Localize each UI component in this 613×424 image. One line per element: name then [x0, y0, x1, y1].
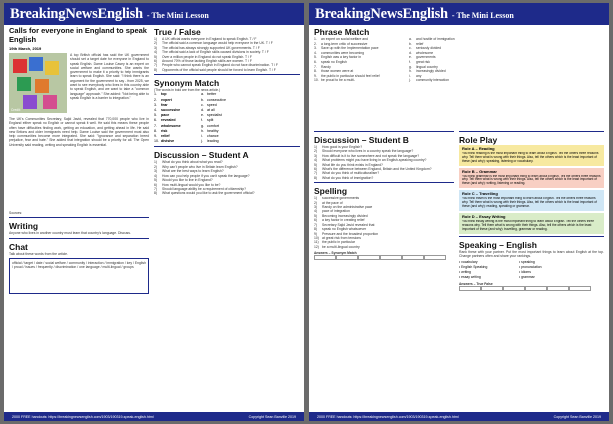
- item-number: 1.: [154, 92, 157, 97]
- brand-subtitle: - The Mini Lesson: [146, 11, 209, 20]
- answer-cell[interactable]: [503, 286, 525, 291]
- item-letter: d.: [409, 50, 412, 55]
- synonym-match: speed: [207, 102, 217, 107]
- phrase-start: speak no English: [321, 59, 347, 64]
- phrase-match-title: Phrase Match: [314, 27, 370, 37]
- item-number: 1): [154, 37, 158, 41]
- role-text: You think travel is the most important thing to learn about English. Tell the others three reasons why. Tell them what is wrong with their things. Also, tell the others which is the least important of these (and why): reading, speaking or grammar.: [462, 197, 597, 208]
- item-text: Should language ability be a requirement of citizenship?: [162, 186, 247, 191]
- item-text: Pressure and the broadest proportion: [322, 231, 379, 236]
- answer-cell[interactable]: [402, 255, 424, 260]
- role-card: [459, 213, 604, 234]
- divider: [459, 131, 604, 132]
- role-text: You think grammar is the most important thing to learn about English. Tell the others three reasons why. Tell them what is wrong with their things. Also, tell the others which is the least important of these (and why): writing, listening or reading.: [462, 174, 601, 186]
- item-number: 3): [154, 45, 158, 50]
- phrase-start: a long-term critic of successive: [321, 41, 368, 46]
- item-number: 2): [314, 149, 318, 154]
- discussion-b-item: [314, 176, 454, 180]
- item-text: The official said a lack of English skills caused divisions in society. T / F: [162, 50, 269, 55]
- answer-cell[interactable]: [424, 255, 446, 260]
- phrase-match-row: [314, 78, 604, 83]
- phrase-end: increasingly divided: [416, 69, 446, 74]
- phrase-start: the public in particular should feel relief: [321, 73, 380, 78]
- speaking-title: Speaking – English: [459, 239, 537, 250]
- item-number: 6): [154, 182, 158, 187]
- item-text: People who cannot speak English in England do not face discrimination. T / F: [162, 63, 278, 68]
- item-number: 8.: [314, 69, 317, 74]
- item-number: 2): [154, 41, 158, 46]
- phrase-end: and hostile of immigration: [416, 37, 455, 41]
- item-number: 2.: [314, 41, 317, 46]
- item-letter: j.: [409, 78, 411, 83]
- item-letter: i.: [409, 73, 411, 78]
- answer-cell[interactable]: [569, 286, 591, 291]
- item-text: a key factor in creating relief: [322, 218, 365, 223]
- item-number: 6.: [314, 59, 317, 64]
- item-number: 3): [154, 169, 158, 174]
- item-letter: f.: [409, 59, 411, 64]
- role-text: You think reading is the most important thing to learn about English. Tell the others three reasons why. Tell them what is wrong with their things. Also, tell the others which is the least important of these (and why): speaking, listening or vocabulary.: [462, 151, 599, 163]
- item-number: 7.: [154, 123, 157, 128]
- discussion-b-title: Discussion – Student B: [314, 135, 409, 145]
- phrase-match-list: [314, 37, 604, 83]
- item-number: 3.: [154, 102, 157, 107]
- phrase-match-section: [314, 27, 604, 129]
- discussion-a-title: Discussion – Student A: [154, 150, 249, 161]
- headline: Calls for everyone in England to speak English: [9, 27, 147, 44]
- item-number: 4): [314, 209, 318, 214]
- phrase-end: great risk: [416, 59, 430, 64]
- phrase-start: communities were becoming: [321, 50, 364, 55]
- item-letter: h.: [201, 128, 204, 133]
- item-number: 10.: [314, 78, 319, 83]
- answer-cell[interactable]: [336, 255, 358, 260]
- footer-right: [309, 412, 609, 421]
- synonym-match: healthy: [207, 128, 219, 133]
- item-number: 8): [154, 191, 158, 196]
- item-letter: i.: [201, 134, 203, 139]
- brand-subtitle: - The Mini Lesson: [451, 11, 514, 20]
- item-text: What life do you think exists in England?: [322, 162, 383, 167]
- item-number: 7): [154, 63, 158, 68]
- divider: [154, 74, 300, 75]
- item-number: 9.: [314, 73, 317, 78]
- item-letter: d.: [201, 108, 204, 113]
- synonym-word: successive: [161, 108, 181, 113]
- item-number: 6): [314, 218, 318, 223]
- banner-right: [309, 3, 609, 25]
- item-text: be a multi-lingual country: [322, 244, 360, 249]
- item-text: How good is your English?: [322, 145, 363, 149]
- banner-left: [4, 3, 304, 25]
- item-letter: e.: [201, 113, 204, 118]
- item-text: What problems might you have living in an English-speaking country?: [322, 158, 427, 163]
- article-paragraph-2: The UK's Communities Secretary, Sajid Javid, revealed that 770,000 people who live in England either speak no English or cannot speak it well. He said this means these people often have difficulties finding work, getting an education, and getting ahead in life. He said new Britons and older immigrants need help. Dame Louise said the government must also help communities become more integrated. She said: "Ignorance and separation breed prejudice, fear and hate." She added that integration should be a priority for all. The Open University said reading, writing and speaking English is essential.: [9, 117, 149, 147]
- synonym-word: pace: [161, 113, 170, 118]
- item-number: 5.: [314, 55, 317, 60]
- answer-cell[interactable]: [459, 286, 481, 291]
- chat-text: Talk about these words from the article.: [9, 251, 68, 256]
- synonym-word: revealed: [161, 118, 176, 123]
- item-text: the public in particular: [322, 240, 355, 245]
- item-number: 7): [314, 222, 318, 227]
- exercise-column: [154, 27, 300, 410]
- item-number: 4): [314, 158, 318, 163]
- item-number: 2.: [154, 97, 157, 102]
- article-paragraph-1: A top British official has said the UK government should set a target date for everyone in England to speak English. Dame Louise Casey is an expert on social welfare and communities. She wants the government to make it a priority to help immigrants learn to speak English. She said: "I think there is an argument for the government to say - from 2025, we want to see everybody who lives in this country able to speak English, and we want to take a "common language" approach." She added: "Not being able to speak English is a barrier to integration.": [70, 53, 149, 100]
- synonym-word: fear: [161, 102, 168, 107]
- item-text: The official said a common language would help everyone in the UK. T / F: [162, 41, 273, 46]
- item-letter: h.: [409, 69, 412, 74]
- right-exercise-column: [459, 131, 604, 410]
- answer-grid-2: [459, 286, 604, 291]
- item-number: 4.: [314, 50, 317, 55]
- speaking-text: Rank these with your partner. Put the most important things to learn about English at the top. Change partners often and share your rankings.: [459, 249, 604, 258]
- role-play-title: Role Play: [459, 135, 498, 145]
- role-text: You think essay writing is the most important thing to learn about English. Tell the others three reasons why. Tell them what is wrong with their things. Also, tell the others which is the least important of these (and why): travelling, grammar or reading.: [462, 219, 594, 231]
- synonym-match: consecutive: [207, 97, 226, 102]
- item-text: Would you like to live in England?: [162, 178, 213, 183]
- photo-caption: Credit:: [11, 107, 21, 112]
- answer-cell[interactable]: [314, 255, 336, 260]
- discussion-a-list: [154, 160, 300, 195]
- answer-cell[interactable]: [547, 286, 569, 291]
- answer-cell[interactable]: [358, 255, 380, 260]
- divider: [459, 236, 604, 237]
- item-text: Secretary Sajid Javid revealed that: [322, 222, 375, 227]
- role-title: Role C – Travelling: [462, 191, 498, 197]
- phrase-end: seriously divided: [416, 46, 442, 51]
- synonym-word: risk: [161, 128, 168, 133]
- phrase-end: any: [416, 73, 422, 78]
- item-number: 3): [314, 153, 318, 158]
- spelling-title: Spelling: [314, 186, 348, 197]
- item-number: 6): [154, 59, 158, 64]
- item-letter: a.: [409, 37, 412, 41]
- item-text: Randy on the administrative pace: [322, 205, 373, 210]
- item-number: 1.: [314, 37, 317, 41]
- phrase-end: governments: [416, 55, 436, 60]
- item-letter: e.: [409, 55, 412, 60]
- item-letter: j.: [201, 139, 203, 144]
- item-text: What questions would you like to ask the government official?: [162, 191, 255, 196]
- item-text: What do you think about what you read?: [162, 160, 223, 165]
- item-number: 9): [314, 231, 318, 236]
- item-text: How difficult is it to live somewhere and not speak the language?: [322, 153, 420, 158]
- item-text: successive governments: [322, 196, 360, 201]
- item-number: 2): [154, 164, 158, 169]
- item-number: 9.: [154, 134, 157, 139]
- footer-copyright: Copyright Sean Banville 2019: [553, 414, 601, 419]
- item-number: 7.: [314, 64, 317, 69]
- footer-left: [4, 412, 304, 421]
- item-text: speak no English whatsoever: [322, 227, 367, 232]
- synonym-title: Synonym Match: [154, 78, 220, 89]
- item-number: 7): [314, 171, 318, 176]
- synonym-word: top: [161, 92, 167, 97]
- phrase-start: Randy: [321, 64, 331, 69]
- divider: [9, 238, 149, 239]
- item-number: 6.: [154, 118, 157, 123]
- role-card: [459, 145, 604, 166]
- phrase-start: English was a key factor in: [321, 55, 362, 60]
- item-text: Becoming increasingly divided: [322, 213, 368, 218]
- divider: [314, 182, 454, 183]
- item-number: 3): [314, 205, 318, 210]
- item-text: at great risk from tensions: [322, 235, 362, 240]
- synonym-word: expert: [161, 97, 172, 102]
- phrase-end: lingual country: [416, 64, 438, 69]
- item-number: 10.: [154, 139, 159, 144]
- spelling-item: [314, 245, 454, 249]
- item-letter: a.: [201, 92, 204, 97]
- writing-text: Anyone who lives in another country must learn that country's language. Discuss.: [9, 231, 131, 236]
- synonym-word: wholesome: [161, 123, 181, 128]
- item-number: 8): [154, 67, 158, 72]
- divider: [9, 217, 149, 218]
- item-letter: g.: [409, 64, 412, 69]
- item-text: A UK official wants everyone in England to speak English. T / F: [162, 37, 257, 41]
- phrase-start: those women were at: [321, 69, 354, 74]
- speaking-list: [459, 260, 604, 280]
- synonym-subtitle: (The words in bold are from the news article.): [154, 88, 221, 93]
- speaking-item: • speaking: [519, 260, 535, 265]
- answer-grid: [314, 255, 454, 260]
- item-number: 1): [314, 145, 318, 149]
- item-text: Around 70% of those lacking English skills are women. T / F: [162, 59, 252, 64]
- item-text: What are the best ways to learn English?: [162, 169, 224, 174]
- synonym-match: specialist: [207, 113, 222, 118]
- item-number: 5): [154, 178, 158, 183]
- item-text: Opponents of the official said people should be forced to learn English. T / F: [162, 67, 276, 72]
- item-number: 6): [314, 167, 318, 172]
- role-title: Role A – Reading: [462, 146, 495, 151]
- phrase-end: community interaction: [416, 78, 449, 83]
- chat-title: Chat: [9, 241, 28, 252]
- footer-link[interactable]: 2000 FREE handouts: https://breakingnewsenglish.com/1903/190319-speak-english.html: [12, 414, 154, 419]
- item-number: 5.: [154, 113, 157, 118]
- answer-cell[interactable]: [481, 286, 503, 291]
- article-photo: [9, 53, 67, 113]
- item-letter: f.: [201, 118, 203, 123]
- synonym-match: at all: [207, 108, 215, 113]
- answers-label-2: Answers – True False: [459, 282, 493, 287]
- synonym-word: relief: [161, 134, 170, 139]
- role-title: Role B – Grammar: [462, 168, 497, 174]
- answer-cell[interactable]: [380, 255, 402, 260]
- phrase-end: relief: [416, 41, 424, 46]
- item-text: Why can't people who live in Britain learn English?: [162, 164, 238, 169]
- item-letter: c.: [409, 46, 412, 51]
- speaking-item: • English Speaking: [459, 265, 488, 270]
- item-text: pace of integration: [322, 209, 350, 214]
- item-number: 8): [314, 227, 318, 232]
- item-number: 1): [314, 196, 318, 201]
- item-letter: b.: [201, 97, 204, 102]
- answers-label: Answers – Synonym Match: [314, 251, 357, 256]
- speaking-item: • idioms: [519, 270, 531, 275]
- discussion-a-item: [154, 191, 300, 195]
- item-text: How multi-lingual would you like to be?: [162, 182, 221, 187]
- phrase-end: wholesome: [416, 50, 434, 55]
- item-text: How can you help people if you can't speak the language?: [162, 173, 250, 178]
- page-left: [4, 3, 304, 421]
- item-letter: b.: [409, 41, 412, 46]
- true-false-title: True / False: [154, 27, 201, 37]
- discussion-b-list: [314, 145, 454, 180]
- divider: [154, 146, 300, 147]
- phrase-start: be proud to be a multi-: [321, 78, 355, 83]
- true-false-item: [154, 68, 300, 72]
- article-column: [9, 27, 149, 410]
- item-number: 4.: [154, 108, 157, 113]
- item-number: 8): [314, 175, 318, 180]
- item-number: 8.: [154, 128, 157, 133]
- writing-title: Writing: [9, 221, 39, 232]
- item-number: 7): [154, 186, 158, 191]
- synonym-match: comfort: [207, 123, 219, 128]
- item-number: 5): [154, 54, 158, 59]
- synonym-word: divisive: [161, 139, 175, 144]
- item-number: 2): [314, 200, 318, 205]
- item-number: 10): [314, 235, 319, 240]
- synonym-match: leading: [207, 139, 219, 144]
- footer-link[interactable]: 2000 FREE handouts: https://breakingnewsenglish.com/1903/190319-speak-english.html: [317, 414, 459, 419]
- role-play-list: [459, 145, 604, 234]
- item-number: 3.: [314, 46, 317, 51]
- item-text: The official has always strongly supported UK governments. T / F: [162, 45, 260, 50]
- item-number: 12): [314, 244, 319, 249]
- speaking-item: • grammar: [519, 275, 535, 280]
- item-number: 1): [154, 160, 158, 165]
- chat-words-box: official / target / date / social welfare / community / interaction / immigration / key / English / proud / issues / frequently / discrimination / one language / multi-lingual / groups: [9, 258, 149, 294]
- spelling-list: [314, 196, 454, 249]
- item-number: 4): [154, 173, 158, 178]
- speaking-item: • essay writing: [459, 275, 481, 280]
- synonym-match: better: [207, 92, 217, 97]
- synonym-match: split: [207, 118, 214, 123]
- phrase-start: Save up with the Implementation pace: [321, 46, 379, 51]
- role-card: [459, 168, 604, 189]
- answer-cell[interactable]: [525, 286, 547, 291]
- divider: [314, 131, 454, 132]
- synonym-row: [154, 139, 300, 144]
- item-letter: c.: [201, 102, 204, 107]
- page-right: [309, 3, 609, 421]
- item-text: at the pace of: [322, 200, 343, 205]
- item-text: What do you think of immigration?: [322, 175, 374, 180]
- item-text: Should everyone who lives in a country speak the language?: [322, 149, 414, 154]
- speaking-item: • vocabulary: [459, 260, 478, 265]
- item-text: What's the difference between England, Britain and the United Kingdom?: [322, 167, 432, 172]
- article-sources[interactable]: Sources:: [9, 211, 23, 215]
- item-text: What do you think of multiculturalism?: [322, 171, 380, 176]
- role-card: [459, 190, 604, 211]
- synonym-list: [154, 92, 300, 144]
- brand-title[interactable]: BreakingNewsEnglish: [315, 6, 448, 22]
- item-text: Over a million people in England do not speak English. T / F: [162, 54, 252, 59]
- speaking-item: • pronunciation: [519, 265, 542, 270]
- synonym-match: chance: [207, 134, 219, 139]
- item-letter: g.: [201, 123, 204, 128]
- left-exercise-column: [314, 131, 454, 410]
- footer-copyright: Copyright Sean Banville 2019: [248, 414, 296, 419]
- item-number: 11): [314, 240, 319, 245]
- speaking-item: • writing: [459, 270, 471, 275]
- item-number: 5): [314, 213, 318, 218]
- role-title: Role D – Essay Writing: [462, 213, 506, 219]
- item-number: 4): [154, 50, 158, 55]
- item-number: 5): [314, 162, 318, 167]
- article-date: 19th March, 2019: [9, 46, 42, 51]
- phrase-start: an expert on social welfare and: [321, 37, 368, 41]
- brand-title[interactable]: BreakingNewsEnglish: [10, 6, 143, 22]
- true-false-list: [154, 37, 300, 72]
